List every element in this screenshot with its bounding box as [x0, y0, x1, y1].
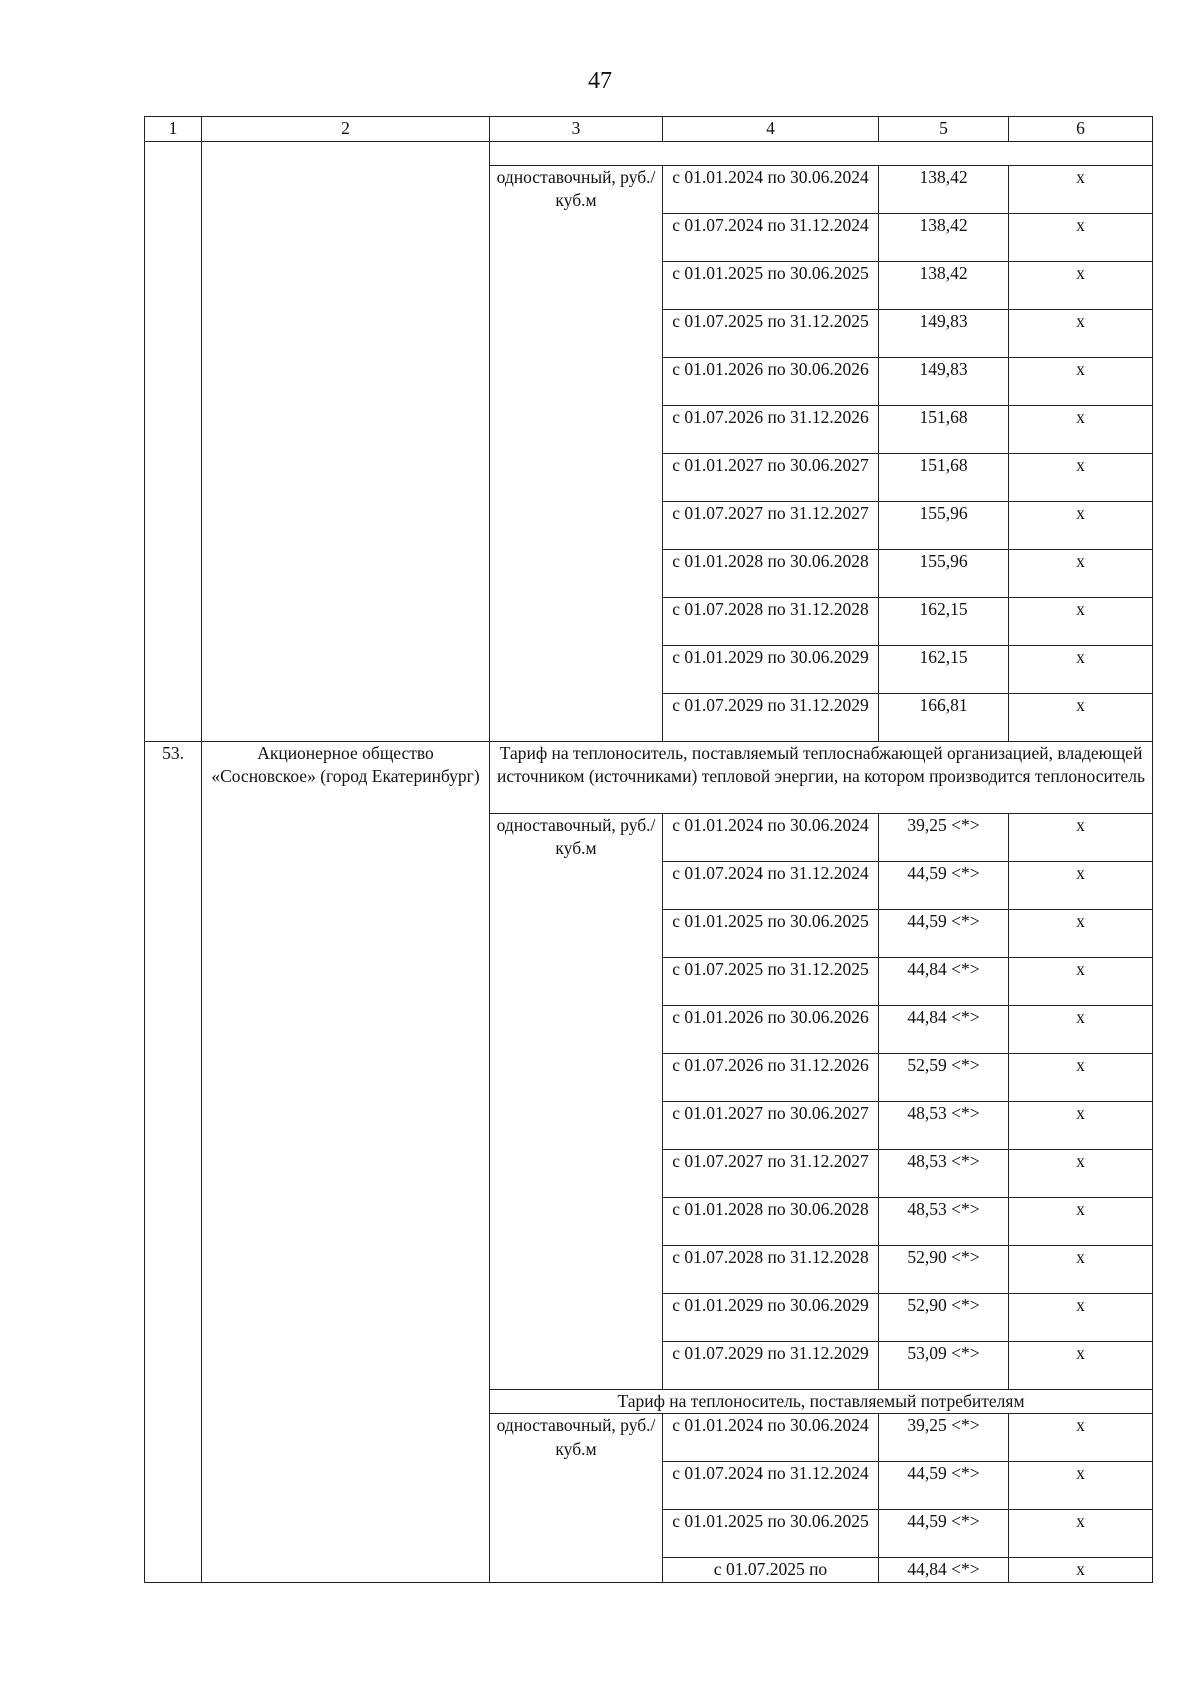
- period-cell: с 01.01.2025 по 30.06.2025: [663, 1510, 879, 1558]
- column-6-cell: х: [1009, 1414, 1153, 1462]
- column-header-6: 6: [1009, 117, 1153, 142]
- column-6-cell: х: [1009, 1053, 1153, 1101]
- period-cell: с 01.07.2029 по 31.12.2029: [663, 693, 879, 741]
- column-header-2: 2: [202, 117, 490, 142]
- period-cell: с 01.07.2029 по 31.12.2029: [663, 1341, 879, 1389]
- tariff-value-cell: 44,84 <*>: [879, 957, 1009, 1005]
- period-cell: с 01.07.2028 по 31.12.2028: [663, 1245, 879, 1293]
- column-6-cell: х: [1009, 861, 1153, 909]
- column-6-cell: х: [1009, 693, 1153, 741]
- section-title: Тариф на теплоноситель, поставляемый потребителям: [490, 1389, 1153, 1414]
- column-6-cell: х: [1009, 501, 1153, 549]
- tariff-value-cell: 44,59 <*>: [879, 909, 1009, 957]
- column-6-cell: х: [1009, 453, 1153, 501]
- column-6-cell: х: [1009, 213, 1153, 261]
- tariff-value-cell: 52,90 <*>: [879, 1293, 1009, 1341]
- tariff-table: [144, 116, 1153, 1583]
- period-cell: с 01.01.2028 по 30.06.2028: [663, 1197, 879, 1245]
- tariff-value-cell: 162,15: [879, 645, 1009, 693]
- tariff-value-cell: 138,42: [879, 213, 1009, 261]
- tariff-value-cell: 39,25 <*>: [879, 813, 1009, 861]
- tariff-table-body: [145, 117, 1153, 1583]
- column-6-cell: х: [1009, 549, 1153, 597]
- period-cell: с 01.01.2025 по 30.06.2025: [663, 261, 879, 309]
- period-cell: с 01.07.2026 по 31.12.2026: [663, 1053, 879, 1101]
- column-6-cell: х: [1009, 1245, 1153, 1293]
- column-6-cell: х: [1009, 957, 1153, 1005]
- column-header-5: 5: [879, 117, 1009, 142]
- period-cell: с 01.01.2027 по 30.06.2027: [663, 453, 879, 501]
- period-cell: с 01.07.2024 по 31.12.2024: [663, 861, 879, 909]
- tariff-value-cell: 52,59 <*>: [879, 1053, 1009, 1101]
- period-cell: с 01.01.2024 по 30.06.2024: [663, 165, 879, 213]
- column-6-cell: х: [1009, 1462, 1153, 1510]
- column-6-cell: х: [1009, 357, 1153, 405]
- period-cell: с 01.01.2024 по 30.06.2024: [663, 1414, 879, 1462]
- tariff-value-cell: 166,81: [879, 693, 1009, 741]
- period-cell: с 01.01.2029 по 30.06.2029: [663, 1293, 879, 1341]
- tariff-value-cell: 44,59 <*>: [879, 1462, 1009, 1510]
- tariff-value-cell: 44,84 <*>: [879, 1558, 1009, 1583]
- period-cell: с 01.01.2029 по 30.06.2029: [663, 645, 879, 693]
- tariff-value-cell: 48,53 <*>: [879, 1149, 1009, 1197]
- column-6-cell: х: [1009, 1293, 1153, 1341]
- column-6-cell: х: [1009, 1341, 1153, 1389]
- rate-type-cell: одноставочный, руб./куб.м: [490, 1414, 663, 1583]
- tariff-value-cell: 52,90 <*>: [879, 1245, 1009, 1293]
- column-6-cell: х: [1009, 1149, 1153, 1197]
- column-number-row: [145, 117, 1153, 142]
- column-6-cell: х: [1009, 1197, 1153, 1245]
- organization-cell: Акционерное общество «Сосновское» (город Екатеринбург): [202, 741, 490, 1583]
- tariff-value-cell: 39,25 <*>: [879, 1414, 1009, 1462]
- period-cell: с 01.01.2024 по 30.06.2024: [663, 813, 879, 861]
- period-cell: с 01.07.2026 по 31.12.2026: [663, 405, 879, 453]
- column-6-cell: х: [1009, 909, 1153, 957]
- column-6-cell: х: [1009, 645, 1153, 693]
- column-6-cell: х: [1009, 1101, 1153, 1149]
- column-6-cell: х: [1009, 261, 1153, 309]
- period-cell: с 01.07.2028 по 31.12.2028: [663, 597, 879, 645]
- section-title-row: [145, 741, 1153, 813]
- period-cell: с 01.07.2024 по 31.12.2024: [663, 213, 879, 261]
- period-cell: с 01.07.2024 по 31.12.2024: [663, 1462, 879, 1510]
- column-header-3: 3: [490, 117, 663, 142]
- period-cell: с 01.01.2026 по 30.06.2026: [663, 357, 879, 405]
- tariff-value-cell: 151,68: [879, 453, 1009, 501]
- tariff-value-cell: 155,96: [879, 549, 1009, 597]
- tariff-value-cell: 138,42: [879, 261, 1009, 309]
- section-title-row: [145, 141, 1153, 165]
- entry-number-cell: 53.: [145, 741, 202, 1583]
- tariff-value-cell: 44,59 <*>: [879, 1510, 1009, 1558]
- section-title: Тариф на теплоноситель, поставляемый теплоснабжающей организацией, владеющей источником (источниками) тепловой энергии, на котором производится теплоноситель: [490, 741, 1153, 813]
- tariff-value-cell: 149,83: [879, 309, 1009, 357]
- column-6-cell: х: [1009, 597, 1153, 645]
- tariff-value-cell: 44,84 <*>: [879, 1005, 1009, 1053]
- organization-cell-continued: [202, 141, 490, 741]
- tariff-value-cell: 151,68: [879, 405, 1009, 453]
- entry-number-cell-continued: [145, 141, 202, 741]
- column-6-cell: х: [1009, 1005, 1153, 1053]
- tariff-value-cell: 48,53 <*>: [879, 1101, 1009, 1149]
- column-header-4: 4: [663, 117, 879, 142]
- column-6-cell: х: [1009, 309, 1153, 357]
- column-6-cell: х: [1009, 1510, 1153, 1558]
- tariff-value-cell: 53,09 <*>: [879, 1341, 1009, 1389]
- period-cell: с 01.01.2028 по 30.06.2028: [663, 549, 879, 597]
- tariff-value-cell: 155,96: [879, 501, 1009, 549]
- rate-type-cell: одноставочный, руб./куб.м: [490, 813, 663, 1389]
- period-cell: с 01.07.2025 по 31.12.2025: [663, 309, 879, 357]
- period-cell: с 01.07.2025 по 31.12.2025: [663, 957, 879, 1005]
- column-header-1: 1: [145, 117, 202, 142]
- period-cell: с 01.07.2027 по 31.12.2027: [663, 501, 879, 549]
- section-title: [490, 141, 1153, 165]
- column-6-cell: х: [1009, 813, 1153, 861]
- period-cell: с 01.07.2025 по: [663, 1558, 879, 1583]
- period-cell: с 01.07.2027 по 31.12.2027: [663, 1149, 879, 1197]
- tariff-value-cell: 48,53 <*>: [879, 1197, 1009, 1245]
- period-cell: с 01.01.2025 по 30.06.2025: [663, 909, 879, 957]
- column-6-cell: х: [1009, 1558, 1153, 1583]
- tariff-value-cell: 138,42: [879, 165, 1009, 213]
- column-6-cell: х: [1009, 405, 1153, 453]
- page-number: 47: [588, 68, 612, 94]
- tariff-value-cell: 162,15: [879, 597, 1009, 645]
- period-cell: с 01.01.2026 по 30.06.2026: [663, 1005, 879, 1053]
- tariff-value-cell: 149,83: [879, 357, 1009, 405]
- tariff-value-cell: 44,59 <*>: [879, 861, 1009, 909]
- rate-type-cell: одноставочный, руб./куб.м: [490, 165, 663, 741]
- column-6-cell: х: [1009, 165, 1153, 213]
- period-cell: с 01.01.2027 по 30.06.2027: [663, 1101, 879, 1149]
